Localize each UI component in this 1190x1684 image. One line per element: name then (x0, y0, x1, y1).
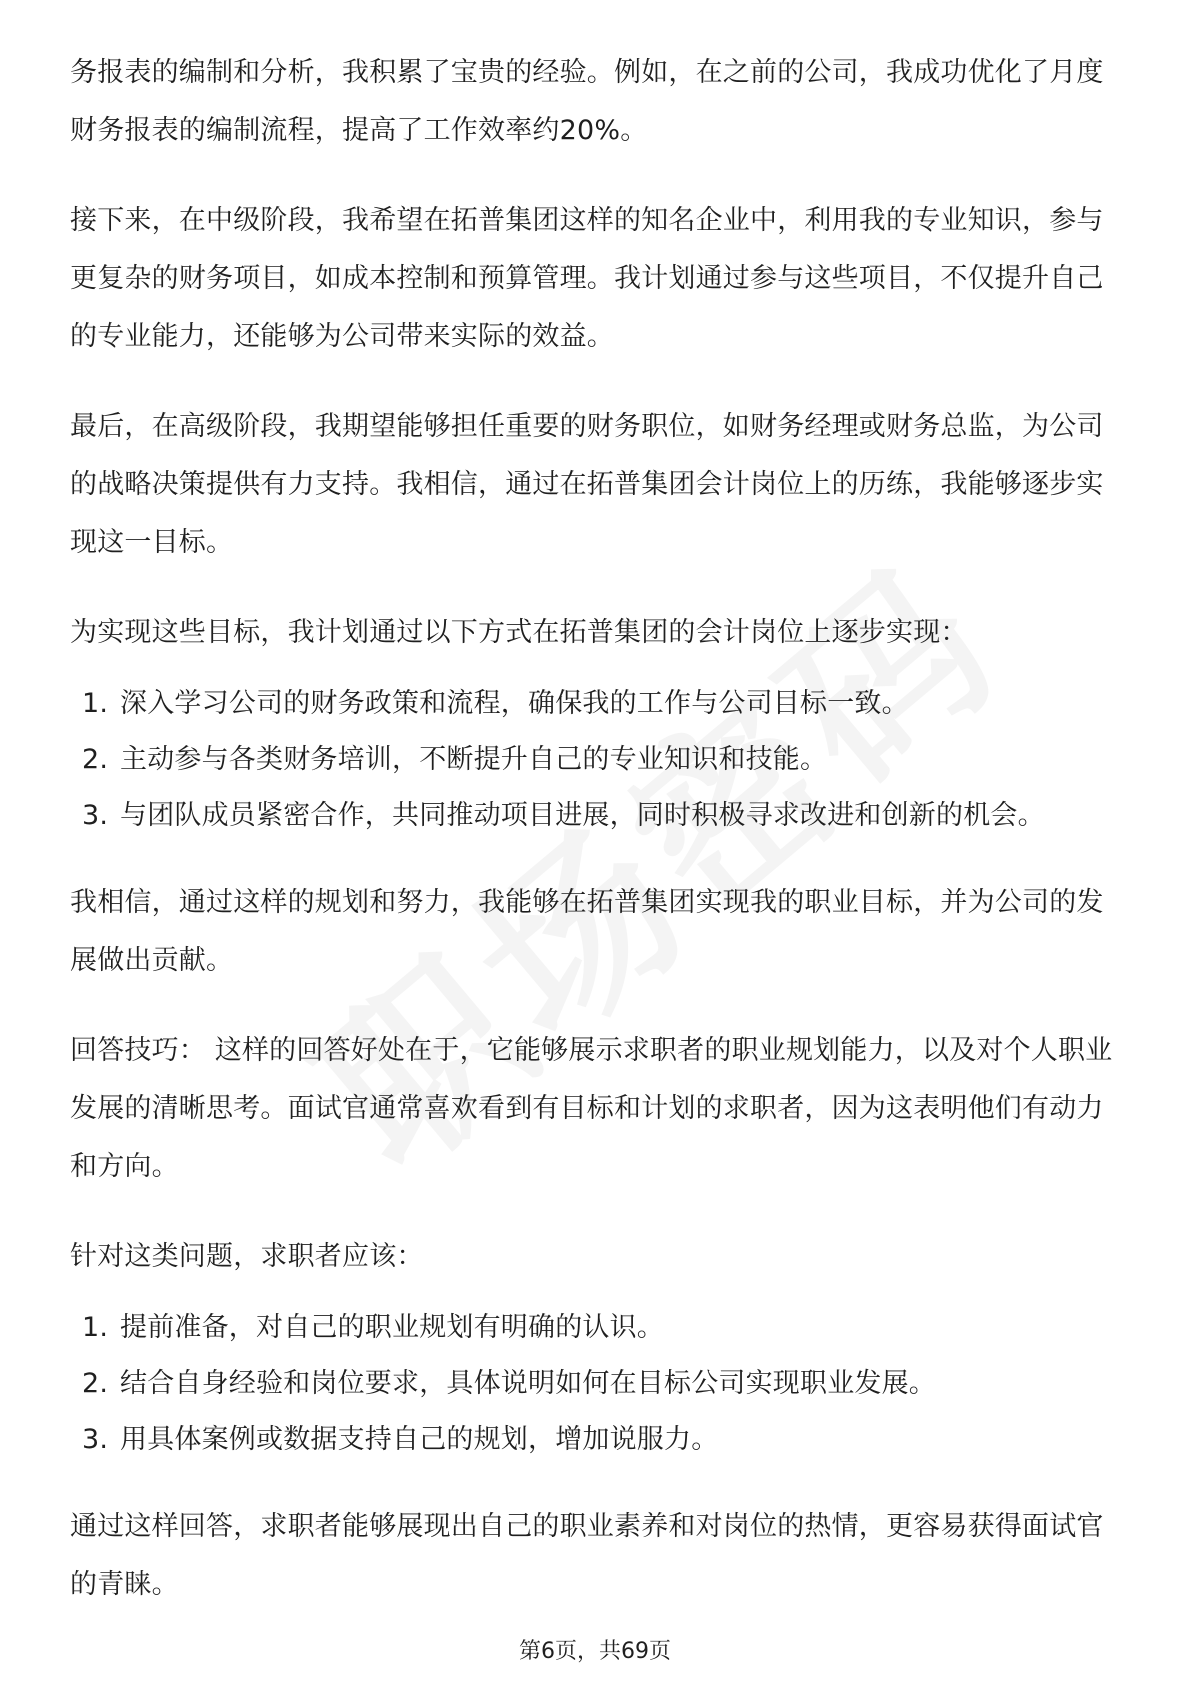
list-item (70, 676, 1122, 732)
list-item-text: 与团队成员紧密合作，共同推动项目进展，同时积极寻求改进和创新的机会。 (120, 800, 1045, 831)
paragraph-answer-tip: 回答技巧： 这样的回答好处在于，它能够展示求职者的职业规划能力，以及对个人职业发展的清晰思考。面试官通常喜欢看到有目标和计划的求职者，因为这表明他们有动力和方向。 (70, 1035, 1113, 1182)
paragraph-conclusion: 我相信，通过这样的规划和努力，我能够在拓普集团实现我的职业目标，并为公司的发展做出贡献。 (70, 887, 1104, 976)
paragraph-advice-intro: 针对这类问题，求职者应该： (70, 1241, 424, 1272)
paragraph-final: 通过这样回答，求职者能够展现出自己的职业素养和对岗位的热情，更容易获得面试官的青睐。 (70, 1511, 1104, 1600)
paragraph-mid-stage: 接下来，在中级阶段，我希望在拓普集团这样的知名企业中，利用我的专业知识，参与更复杂的财务项目，如成本控制和预算管理。我计划通过参与这些项目，不仅提升自己的专业能力，还能够为公司带来实际的效益。 (70, 205, 1104, 352)
list-item-text: 用具体案例或数据支持自己的规划，增加说服力。 (120, 1424, 719, 1455)
list-item-number: 3. (82, 1424, 109, 1455)
plan-list (70, 676, 1122, 844)
list-item-number: 1. (82, 1312, 109, 1343)
list-item-number: 2. (82, 744, 109, 775)
list-item-text: 深入学习公司的财务政策和流程，确保我的工作与公司目标一致。 (120, 688, 909, 719)
list-item-number: 3. (82, 800, 109, 831)
paragraph-senior-stage: 最后，在高级阶段，我期望能够担任重要的财务职位，如财务经理或财务总监，为公司的战略决策提供有力支持。我相信，通过在拓普集团会计岗位上的历练，我能够逐步实现这一目标。 (70, 411, 1104, 558)
paragraph-plan-intro: 为实现这些目标，我计划通过以下方式在拓普集团的会计岗位上逐步实现： (70, 617, 968, 648)
list-item-text: 提前准备，对自己的职业规划有明确的认识。 (120, 1312, 664, 1343)
list-item (70, 1412, 1122, 1468)
document-body (70, 44, 1122, 1646)
list-item (70, 732, 1122, 788)
list-item (70, 1356, 1122, 1412)
list-item (70, 788, 1122, 844)
list-item-number: 1. (82, 688, 109, 719)
list-item-text: 主动参与各类财务培训，不断提升自己的专业知识和技能。 (120, 744, 828, 775)
paragraph-experience: 务报表的编制和分析，我积累了宝贵的经验。例如，在之前的公司，我成功优化了月度财务报表的编制流程，提高了工作效率约20%。 (70, 57, 1104, 146)
list-item (70, 1300, 1122, 1356)
page-number: 第6页，共69页 (519, 1639, 671, 1664)
list-item-number: 2. (82, 1368, 109, 1399)
advice-list (70, 1300, 1122, 1468)
list-item-text: 结合自身经验和岗位要求，具体说明如何在目标公司实现职业发展。 (120, 1368, 936, 1399)
